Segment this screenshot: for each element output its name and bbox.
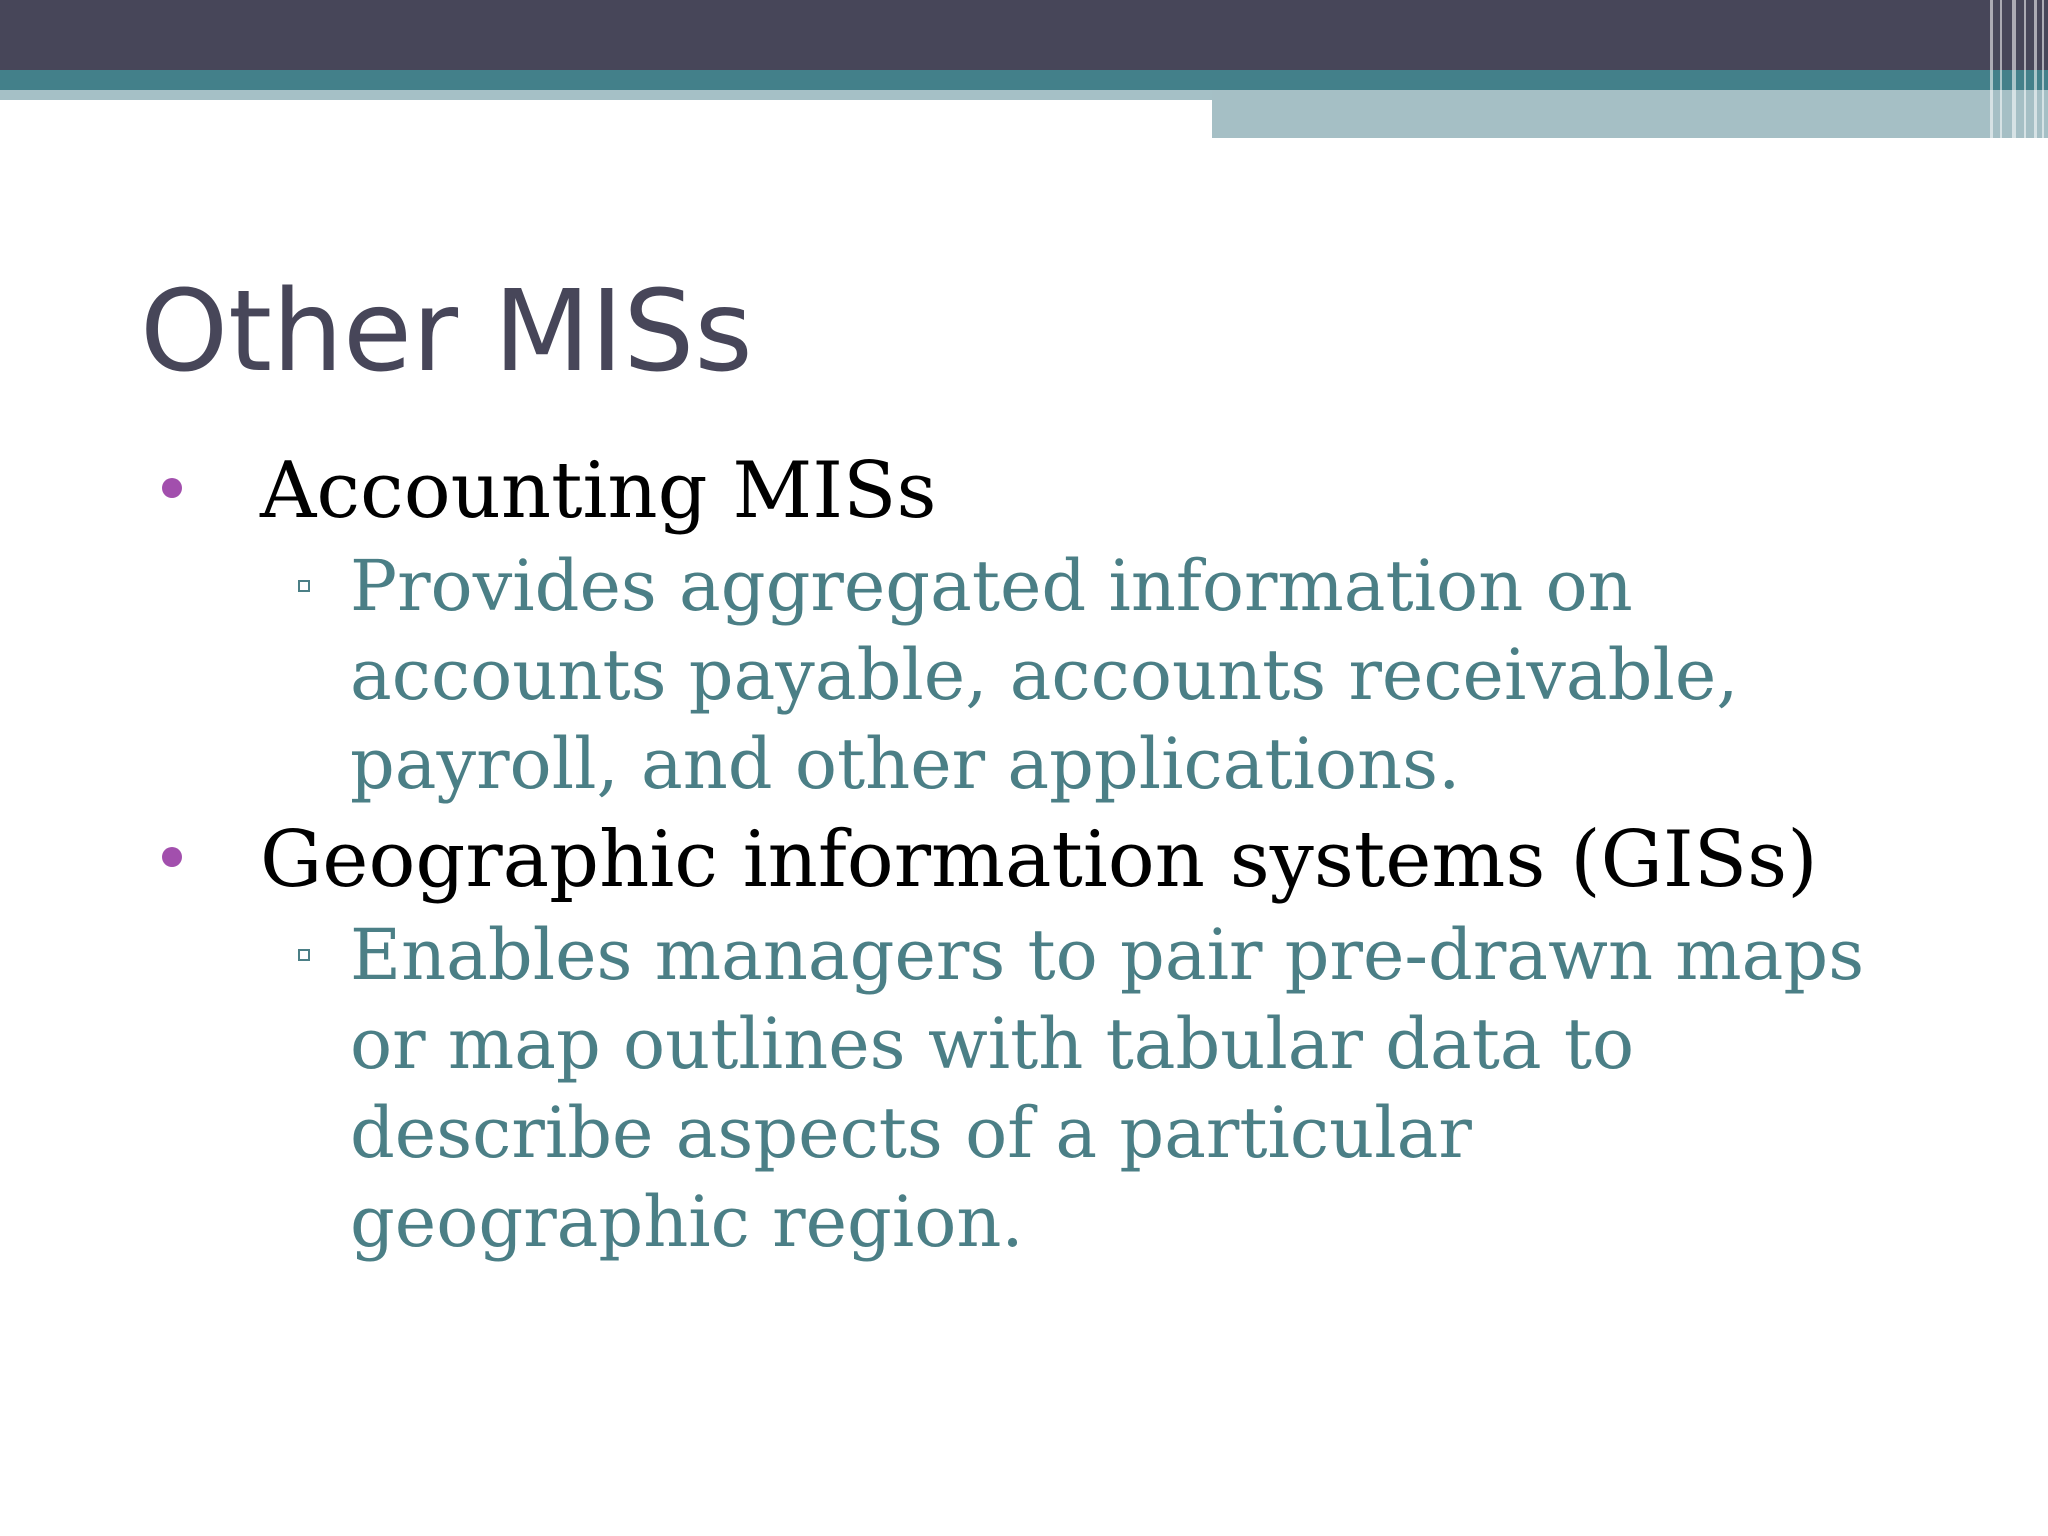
bullet-list [0, 440, 2048, 1267]
bullet-label: Accounting MISs [260, 446, 937, 536]
header-band [0, 0, 2048, 138]
list-item [0, 440, 2048, 809]
sub-bullet-text: Provides aggregated information on accounts payable, accounts receivable, payroll, and other applications. [350, 545, 1739, 805]
bullet-heading [0, 440, 2048, 542]
bullet-dot-icon [162, 847, 182, 867]
bullet-heading [0, 809, 2048, 911]
header-edge-stripes [1984, 0, 2048, 138]
header-light-block [1212, 90, 2048, 138]
square-bullet-icon [298, 580, 310, 592]
sub-bullet-text: Enables managers to pair pre-drawn maps or map outlines with tabular data to describe aspects of a particular geographic region. [350, 914, 1865, 1263]
list-item [0, 809, 2048, 1267]
square-bullet-icon [298, 949, 310, 961]
bullet-dot-icon [162, 478, 182, 498]
header-dark-bar [0, 0, 2048, 70]
sub-bullet [0, 542, 1890, 809]
bullet-label: Geographic information systems (GISs) [260, 815, 1818, 905]
header-teal-bar [0, 70, 2048, 90]
sub-bullet [0, 911, 1890, 1267]
header-light-strip [0, 90, 1212, 100]
slide-title: Other MISs [140, 267, 753, 397]
